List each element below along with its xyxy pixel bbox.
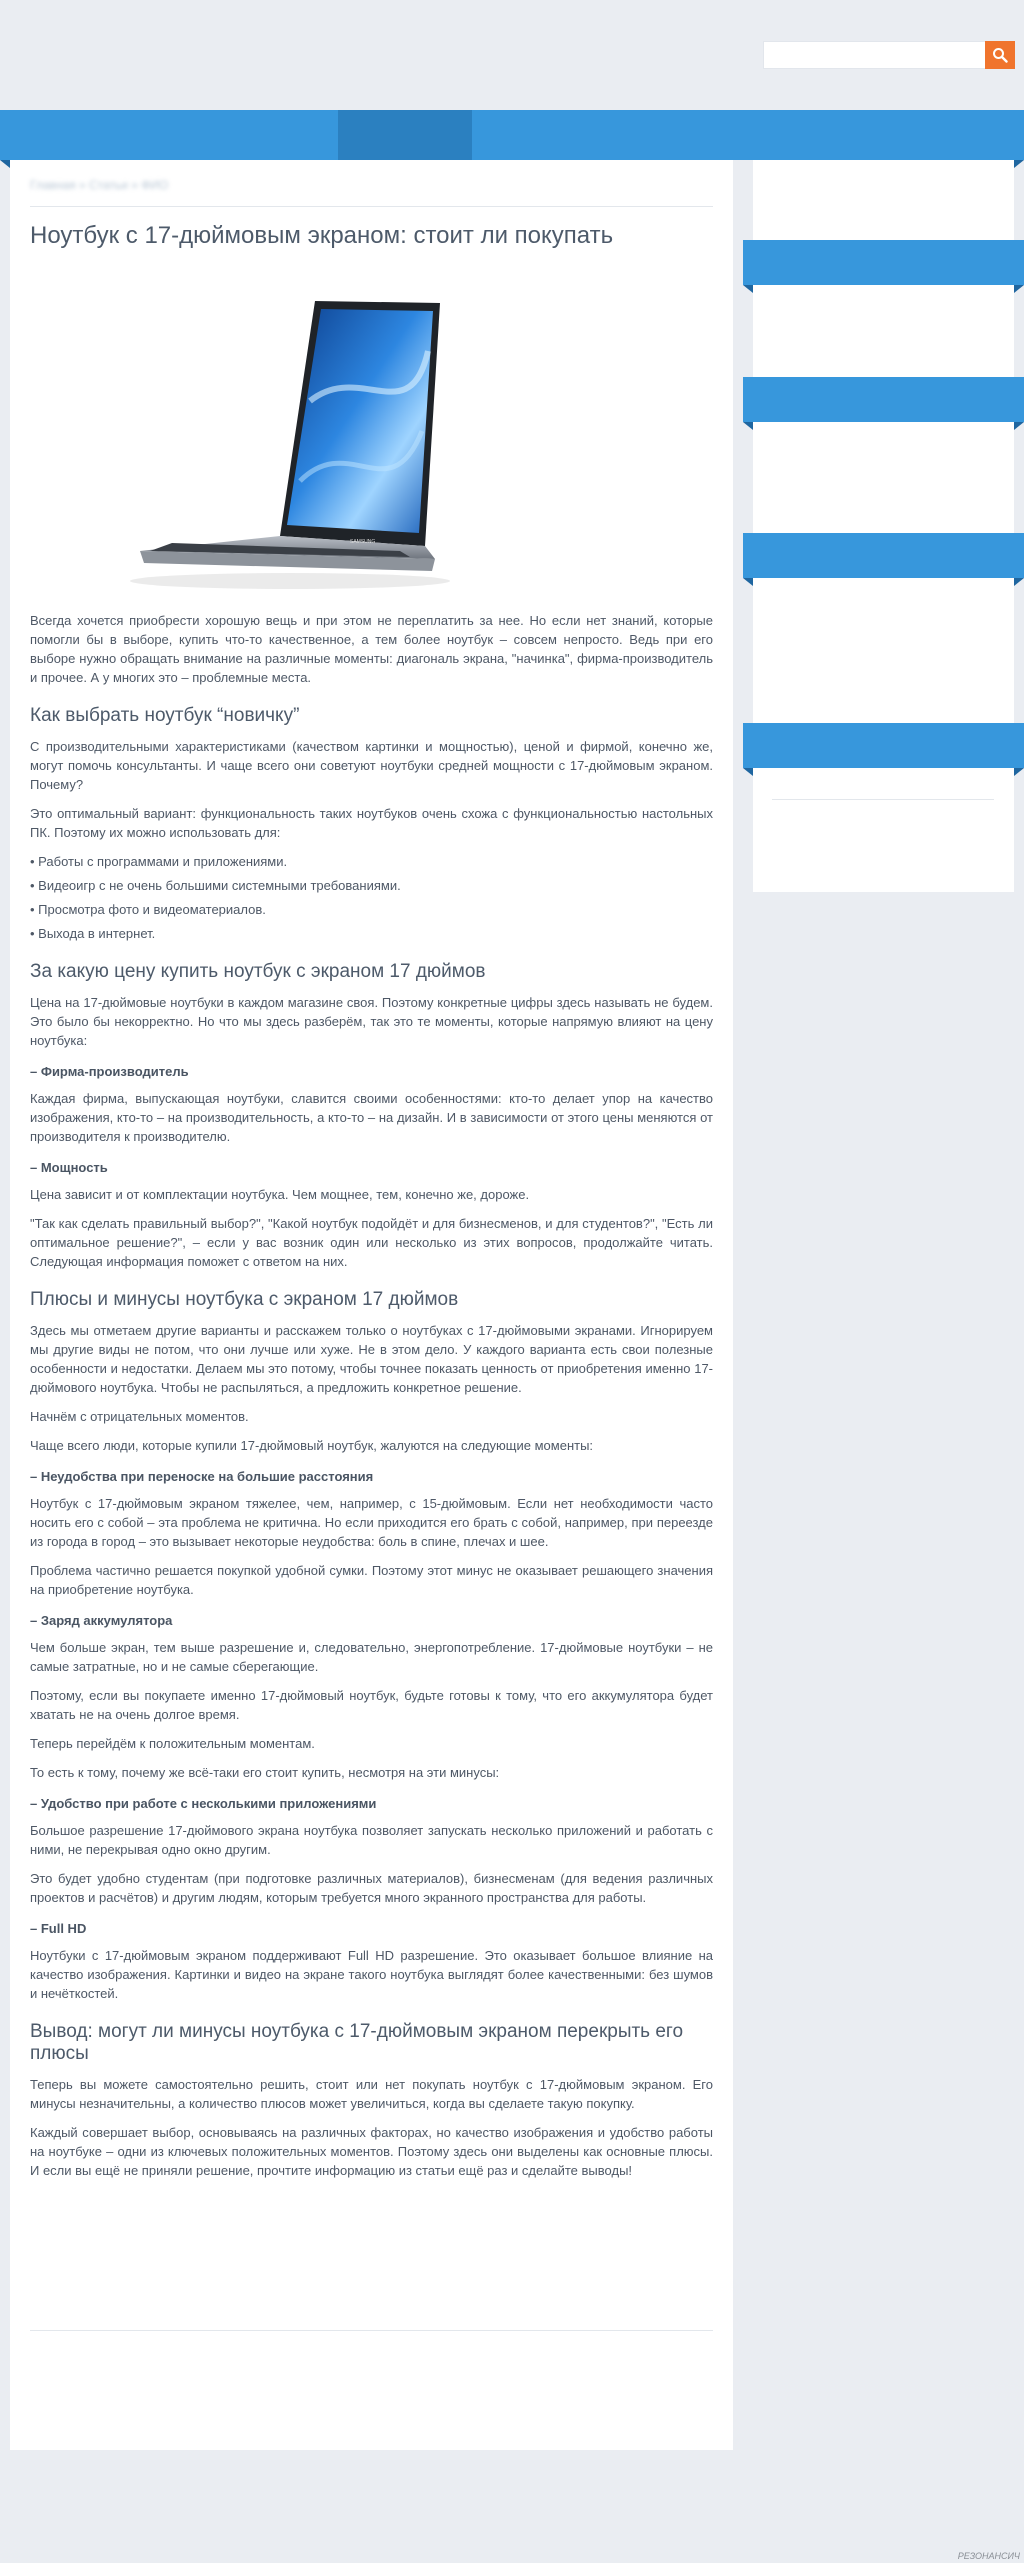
breadcrumb[interactable]: Главная » Статьи » ФИО <box>30 178 169 192</box>
paragraph: Теперь вы можете самостоятельно решить, стоит или нет покупать ноутбук с 17-дюймовым экраном. Его минусы незначительны, а количество плюсов может увеличиться, когда вы сделаете такую покупку. <box>30 2077 713 2111</box>
section-heading-choose: Как выбрать ноутбук “новичку” <box>30 705 300 726</box>
paragraph: "Так как сделать правильный выбор?", "Какой ноутбук подойдёт и для бизнесменов, и для студентов?", "Есть ли оптимальное решение?", – если у вас возник один или несколько из этих вопросов, продолжайте читать. Следующая информация поможет с ответом на них. <box>30 1216 713 1269</box>
subheading: – Неудобства при переноске на большие расстояния <box>30 1469 374 1484</box>
page-title: Ноутбук с 17-дюймовым экраном: стоит ли покупать <box>30 222 614 249</box>
paragraph: Каждый совершает выбор, основываясь на различных факторах, но качество изображения и удобство работы на ноутбуке – одни из ключевых положительных моментов. Поэтому здесь они выделены как основные плюсы. И если вы ещё не приняли решение, прочтите информацию из статьи ещё раз и сделайте выводы! <box>30 2125 713 2178</box>
ribbon-fold <box>743 578 753 586</box>
ribbon-fold <box>1014 578 1024 586</box>
paragraph: Ноутбук с 17-дюймовым экраном тяжелее, чем, например, с 15-дюймовым. Если нет необходимости часто носить его с собой – эта проблема не критична. Но если приходится его брать с собой, например, при переезде из города в город – это вызывает некоторые неудобства: боль в спине, плечах и шее. <box>30 1496 713 1549</box>
paragraph: Это будет удобно студентам (при подготовке различных материалов), бизнесменам (для ведения различных проектов и расчётов) и другим людям, которым требуется много экранного пространства для работы. <box>30 1871 713 1905</box>
sidebar-ribbon-1 <box>743 240 1024 285</box>
list-item: • Просмотра фото и видеоматериалов. <box>30 900 713 919</box>
paragraph: Теперь перейдём к положительным моментам. <box>30 1736 315 1751</box>
paragraph: То есть к тому, почему же всё-таки его стоит купить, несмотря на эти минусы: <box>30 1765 500 1780</box>
sidebar-divider <box>772 799 994 800</box>
article <box>30 160 713 2190</box>
paragraph: Цена зависит и от комплектации ноутбука. Чем мощнее, тем, конечно же, дороже. <box>30 1187 530 1202</box>
list-item: • Работы с программами и приложениями. <box>30 852 713 871</box>
article-bottom-divider <box>30 2330 713 2331</box>
intro-paragraph: Всегда хочется приобрести хорошую вещь и при этом не переплатить за нее. Но если нет знаний, которые помогли бы в выборе, купить что-то качественное, а тем более ноутбук – совсем непросто. Ведь при его выборе нужно обращать внимание на различные моменты: диагональ экрана, "начинка", фирма-производитель и прочее. А у многих это – проблемные места. <box>30 613 713 685</box>
search-button[interactable] <box>985 41 1015 69</box>
main-content-card <box>10 160 733 2450</box>
main-nav-bar <box>0 110 1024 160</box>
ribbon-fold <box>743 768 753 776</box>
paragraph: Поэтому, если вы покупаете именно 17-дюймовый ноутбук, будьте готовы к тому, что его аккумулятора будет хватать не на очень долгое время. <box>30 1688 713 1722</box>
subheading: – Заряд аккумулятора <box>30 1613 173 1628</box>
ribbon-fold <box>1014 768 1024 776</box>
search-input[interactable] <box>764 42 998 68</box>
list-item: • Выхода в интернет. <box>30 924 713 943</box>
ribbon-fold <box>1014 285 1024 293</box>
sidebar-ribbon-3 <box>743 533 1024 578</box>
nav-ribbon-fold-right <box>1014 160 1024 168</box>
paragraph: Чем больше экран, тем выше разрешение и, следовательно, энергопотребление. 17-дюймовые ноутбуки – не самые затратные, но и не самые сберегающие. <box>30 1640 713 1674</box>
search-box <box>763 41 1015 69</box>
sidebar-ribbon-2 <box>743 377 1024 422</box>
paragraph: Чаще всего люди, которые купили 17-дюймовый ноутбук, жалуются на следующие моменты: <box>30 1438 594 1453</box>
paragraph: Начнём с отрицательных моментов. <box>30 1409 249 1424</box>
section-heading-conclusion: Вывод: могут ли минусы ноутбука с 17-дюймовым экраном перекрыть его плюсы <box>30 2021 684 2064</box>
paragraph: Каждая фирма, выпускающая ноутбуки, славится своими особенностями: кто-то делает упор на качество изображения, кто-то – на производительность, а кто-то – на дизайн. И в зависимости от этого цены меняются от производителя к производителю. <box>30 1091 713 1144</box>
paragraph: Большое разрешение 17-дюймового экрана ноутбука позволяет запускать несколько приложений и работать с ними, не перекрывая одно окно другим. <box>30 1823 713 1857</box>
subheading: – Full HD <box>30 1921 87 1936</box>
subheading: – Фирма-производитель <box>30 1064 189 1079</box>
paragraph: Это оптимальный вариант: функциональность таких ноутбуков очень схожа с функциональностью настольных ПК. Поэтому их можно использовать для: <box>30 806 713 840</box>
laptop-brand-label: SAMSUNG <box>350 539 376 545</box>
subheading: – Удобство при работе с несколькими приложениями <box>30 1796 377 1811</box>
nav-active-item[interactable] <box>338 110 472 160</box>
paragraph: С производительными характеристиками (качеством картинки и мощностью), ценой и фирмой, конечно же, могут помочь консультанты. И чаще всего они советуют ноутбуки средней мощности с 17-дюймовым экраном. Почему? <box>30 739 713 792</box>
ribbon-fold <box>743 285 753 293</box>
paragraph: Проблема частично решается покупкой удобной сумки. Поэтому этот минус не оказывает решающего значения на приобретение ноутбука. <box>30 1563 713 1597</box>
ribbon-fold <box>1014 422 1024 430</box>
list-item: • Видеоигр с не очень большими системными требованиями. <box>30 876 713 895</box>
ribbon-fold <box>743 422 753 430</box>
nav-ribbon-fold-left <box>0 160 10 168</box>
subheading: – Мощность <box>30 1160 108 1175</box>
usage-list <box>30 852 713 943</box>
paragraph: Здесь мы отметаем другие варианты и расскажем только о ноутбуках с 17-дюймовыми экранами. Игнорируем мы другие виды не потом, что они лучше или хуже. Не в этом дело. У каждого варианта есть свои полезные особенности и недостатки. Делаем мы это потому, чтобы точнее показать ценность от приобретения именно 17-дюймового ноутбука. Чтобы не распыляться, а предложить конкретное решение. <box>30 1323 713 1395</box>
search-icon <box>992 47 1008 63</box>
paragraph: Ноутбуки с 17-дюймовым экраном поддерживают Full HD разрешение. Это оказывает большое влияние на качество изображения. Картинки и видео на экране такого ноутбука выглядят более качественными: без шумов и нечёткостей. <box>30 1948 713 2001</box>
section-heading-pros-cons: Плюсы и минусы ноутбука с экраном 17 дюймов <box>30 1289 459 1310</box>
breadcrumb-divider <box>30 206 713 207</box>
section-heading-price: За какую цену купить ноутбук с экраном 17 дюймов <box>30 961 486 982</box>
laptop-image <box>30 251 713 611</box>
paragraph: Цена на 17-дюймовые ноутбуки в каждом магазине своя. Поэтому конкретные цифры здесь называть не будем. Это было бы некорректно. Но что мы здесь разберём, так это те моменты, которые напрямую влияют на цену ноутбука: <box>30 995 713 1048</box>
laptop-illustration <box>110 281 530 601</box>
sidebar-ribbon-4 <box>743 723 1024 768</box>
watermark: РЕЗОНАНСИЧ <box>957 2551 1020 2561</box>
